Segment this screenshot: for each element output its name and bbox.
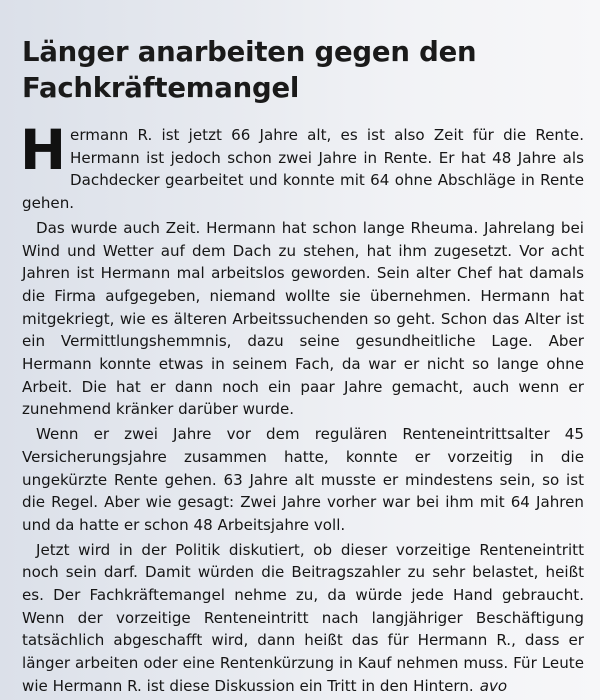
article-body: [20, 118, 584, 698]
paragraph-2: [22, 217, 584, 421]
paragraph-3-text: Wenn er zwei Jahre vor dem regulären Renteneintrittsalter 45 Versicherungsjahre zusammen hatte, konnte er vorzeitig in die ungekürzte Rente gehen. 63 Jahre alt musste er mindestens sein, so ist die Regel. Aber wie gesagt: Zwei Jahre vorher war bei ihm mit 64 Jahren und da hatte er schon 48 Arbeitsjahre voll.: [22, 425, 584, 534]
paragraph-4: [22, 539, 584, 698]
author-signature: avo: [479, 676, 508, 695]
headline-line-1: Länger anarbeiten gegen den: [22, 36, 477, 68]
headline: [22, 34, 582, 106]
paragraph-4-text: Jetzt wird in der Politik diskutiert, ob dieser vorzeitige Renteneintritt noch sein darf. Damit würden die Beitragszahler zu sehr belastet, heißt es. Der Fachkräftemangel nehme zu, da würde jede Hand gebraucht. Wenn der vorzeitige Renteneintritt nach langjähriger Beschäftigung tatsächlich abgeschafft wird, dann heißt das für Hermann R., dass er länger arbeiten oder eine Rentenkürzung in Kauf nehmen muss. Für Leute wie Hermann R. ist diese Diskussion ein Tritt in den Hintern.: [22, 540, 584, 695]
paragraph-1-text: ermann R. ist jetzt 66 Jahre alt, es ist also Zeit für die Rente. Hermann ist jedoch schon zwei Jahre in Rente. Er hat 48 Jahre als Dachdecker gearbeitet und konnte mit 64 ohne Abschläge in Rente gehen.: [22, 126, 584, 213]
paragraph-2-text: Das wurde auch Zeit. Hermann hat schon lange Rheuma. Jahrelang bei Wind und Wetter auf dem Dach zu stehen, hat ihm zugesetzt. Vor acht Jahren ist Hermann mal arbeitslos geworden. Sein alter Chef hat damals die Firma aufgegeben, niemand wollte sie übernehmen. Hermann hat mitgekriegt, wie es älteren Arbeitssuchenden so geht. Schon das Alter ist ein Vermittlungshemmnis, dazu seine gesundheitliche Lage. Aber Hermann konnte etwas in seinem Fach, da war er nicht so lange ohne Arbeit. Die hat er dann noch ein paar Jahre gemacht, auch wenn er zunehmend kränker darüber wurde.: [22, 218, 584, 419]
headline-line-2: Fachkräftemangel: [22, 72, 300, 104]
drop-cap: H: [20, 118, 67, 182]
paragraph-3: [22, 423, 584, 537]
paragraph-1: [20, 118, 584, 215]
